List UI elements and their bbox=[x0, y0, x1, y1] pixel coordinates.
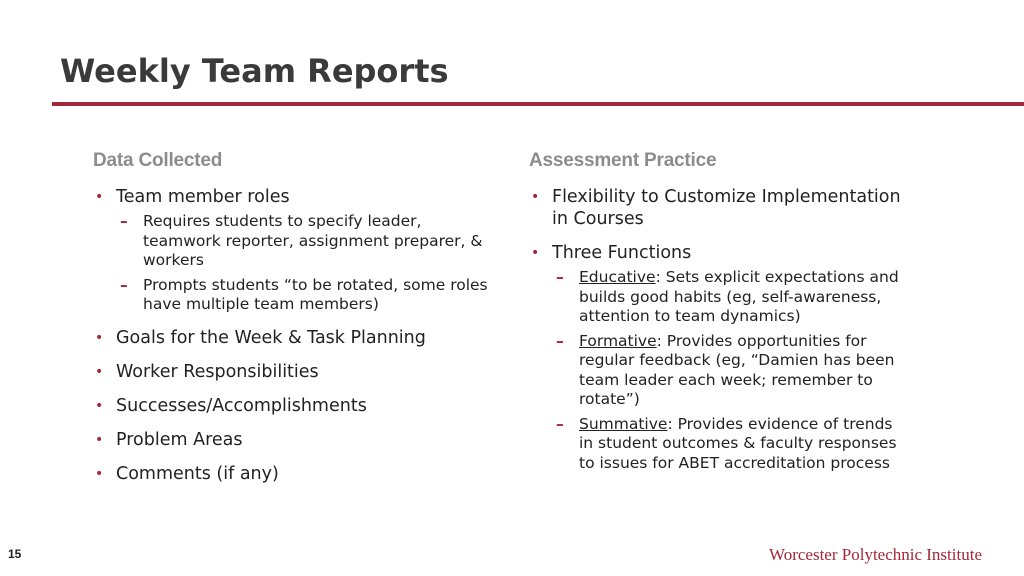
list-item bbox=[93, 395, 493, 417]
assessment-practice-heading: Assessment Practice bbox=[529, 150, 717, 171]
sub-list-item bbox=[116, 212, 493, 271]
list-item-text: Three Functions bbox=[552, 243, 692, 263]
bullet-icon: • bbox=[95, 189, 104, 205]
list-item bbox=[529, 186, 909, 230]
assessment-practice-list bbox=[529, 186, 909, 473]
list-item-text: Flexibility to Customize Implementation in Courses bbox=[552, 187, 901, 229]
sub-list-item bbox=[552, 415, 909, 474]
bullet-icon: • bbox=[95, 363, 104, 380]
list-item-text: Successes/Accomplishments bbox=[116, 395, 367, 416]
sub-list bbox=[116, 212, 493, 315]
assessment-practice-column bbox=[529, 150, 909, 485]
sub-list-item-text: : Sets explicit expectations and builds good habits (eg, self-awareness, attention to team dynamics) bbox=[579, 268, 899, 325]
bullet-icon: • bbox=[95, 397, 104, 414]
dash-icon: – bbox=[120, 212, 128, 230]
sub-list-item bbox=[116, 276, 493, 315]
page-number: 15 bbox=[8, 547, 22, 561]
list-item-text: Comments (if any) bbox=[116, 463, 279, 484]
footer-institution: Worcester Polytechnic Institute bbox=[769, 545, 982, 564]
list-item-text: Problem Areas bbox=[116, 429, 243, 450]
term-summative: Summative bbox=[579, 414, 668, 433]
dash-icon: – bbox=[120, 275, 128, 294]
bullet-icon: • bbox=[95, 465, 104, 482]
dash-icon: – bbox=[556, 414, 564, 433]
list-item bbox=[93, 327, 493, 349]
bullet-icon: • bbox=[95, 329, 104, 346]
data-collected-heading: Data Collected bbox=[93, 150, 223, 171]
sub-list-item bbox=[552, 332, 909, 410]
bullet-icon: • bbox=[531, 189, 540, 205]
sub-list-item bbox=[552, 268, 909, 327]
bullet-icon: • bbox=[531, 245, 540, 261]
data-collected-list bbox=[93, 186, 493, 485]
bullet-icon: • bbox=[95, 431, 104, 448]
list-item-text: Worker Responsibilities bbox=[116, 361, 319, 382]
term-educative: Educative bbox=[579, 268, 656, 286]
list-item bbox=[93, 463, 493, 485]
slide-title: Weekly Team Reports bbox=[60, 52, 449, 90]
title-divider bbox=[52, 102, 1024, 106]
sub-list-item-text: Requires students to specify leader, teamwork reporter, assignment preparer, & workers bbox=[143, 212, 483, 269]
sub-list bbox=[552, 268, 909, 473]
term-formative: Formative bbox=[579, 331, 657, 350]
list-item bbox=[93, 429, 493, 451]
list-item-text: Goals for the Week & Task Planning bbox=[116, 327, 426, 348]
sub-list-item-text: Prompts students “to be rotated, some roles have multiple team members) bbox=[143, 275, 488, 313]
sub-list-item-text: : Provides opportunities for regular feedback (eg, “Damien has been team leader each week; remember to rotate”) bbox=[579, 331, 895, 408]
list-item bbox=[93, 186, 493, 315]
list-item-text: Team member roles bbox=[116, 187, 290, 207]
list-item bbox=[529, 242, 909, 473]
dash-icon: – bbox=[556, 331, 564, 350]
sub-list-item-text: : Provides evidence of trends in student outcomes & faculty responses to issues for ABET accreditation process bbox=[579, 414, 897, 472]
data-collected-column bbox=[93, 150, 493, 497]
dash-icon: – bbox=[556, 268, 564, 286]
list-item bbox=[93, 361, 493, 383]
